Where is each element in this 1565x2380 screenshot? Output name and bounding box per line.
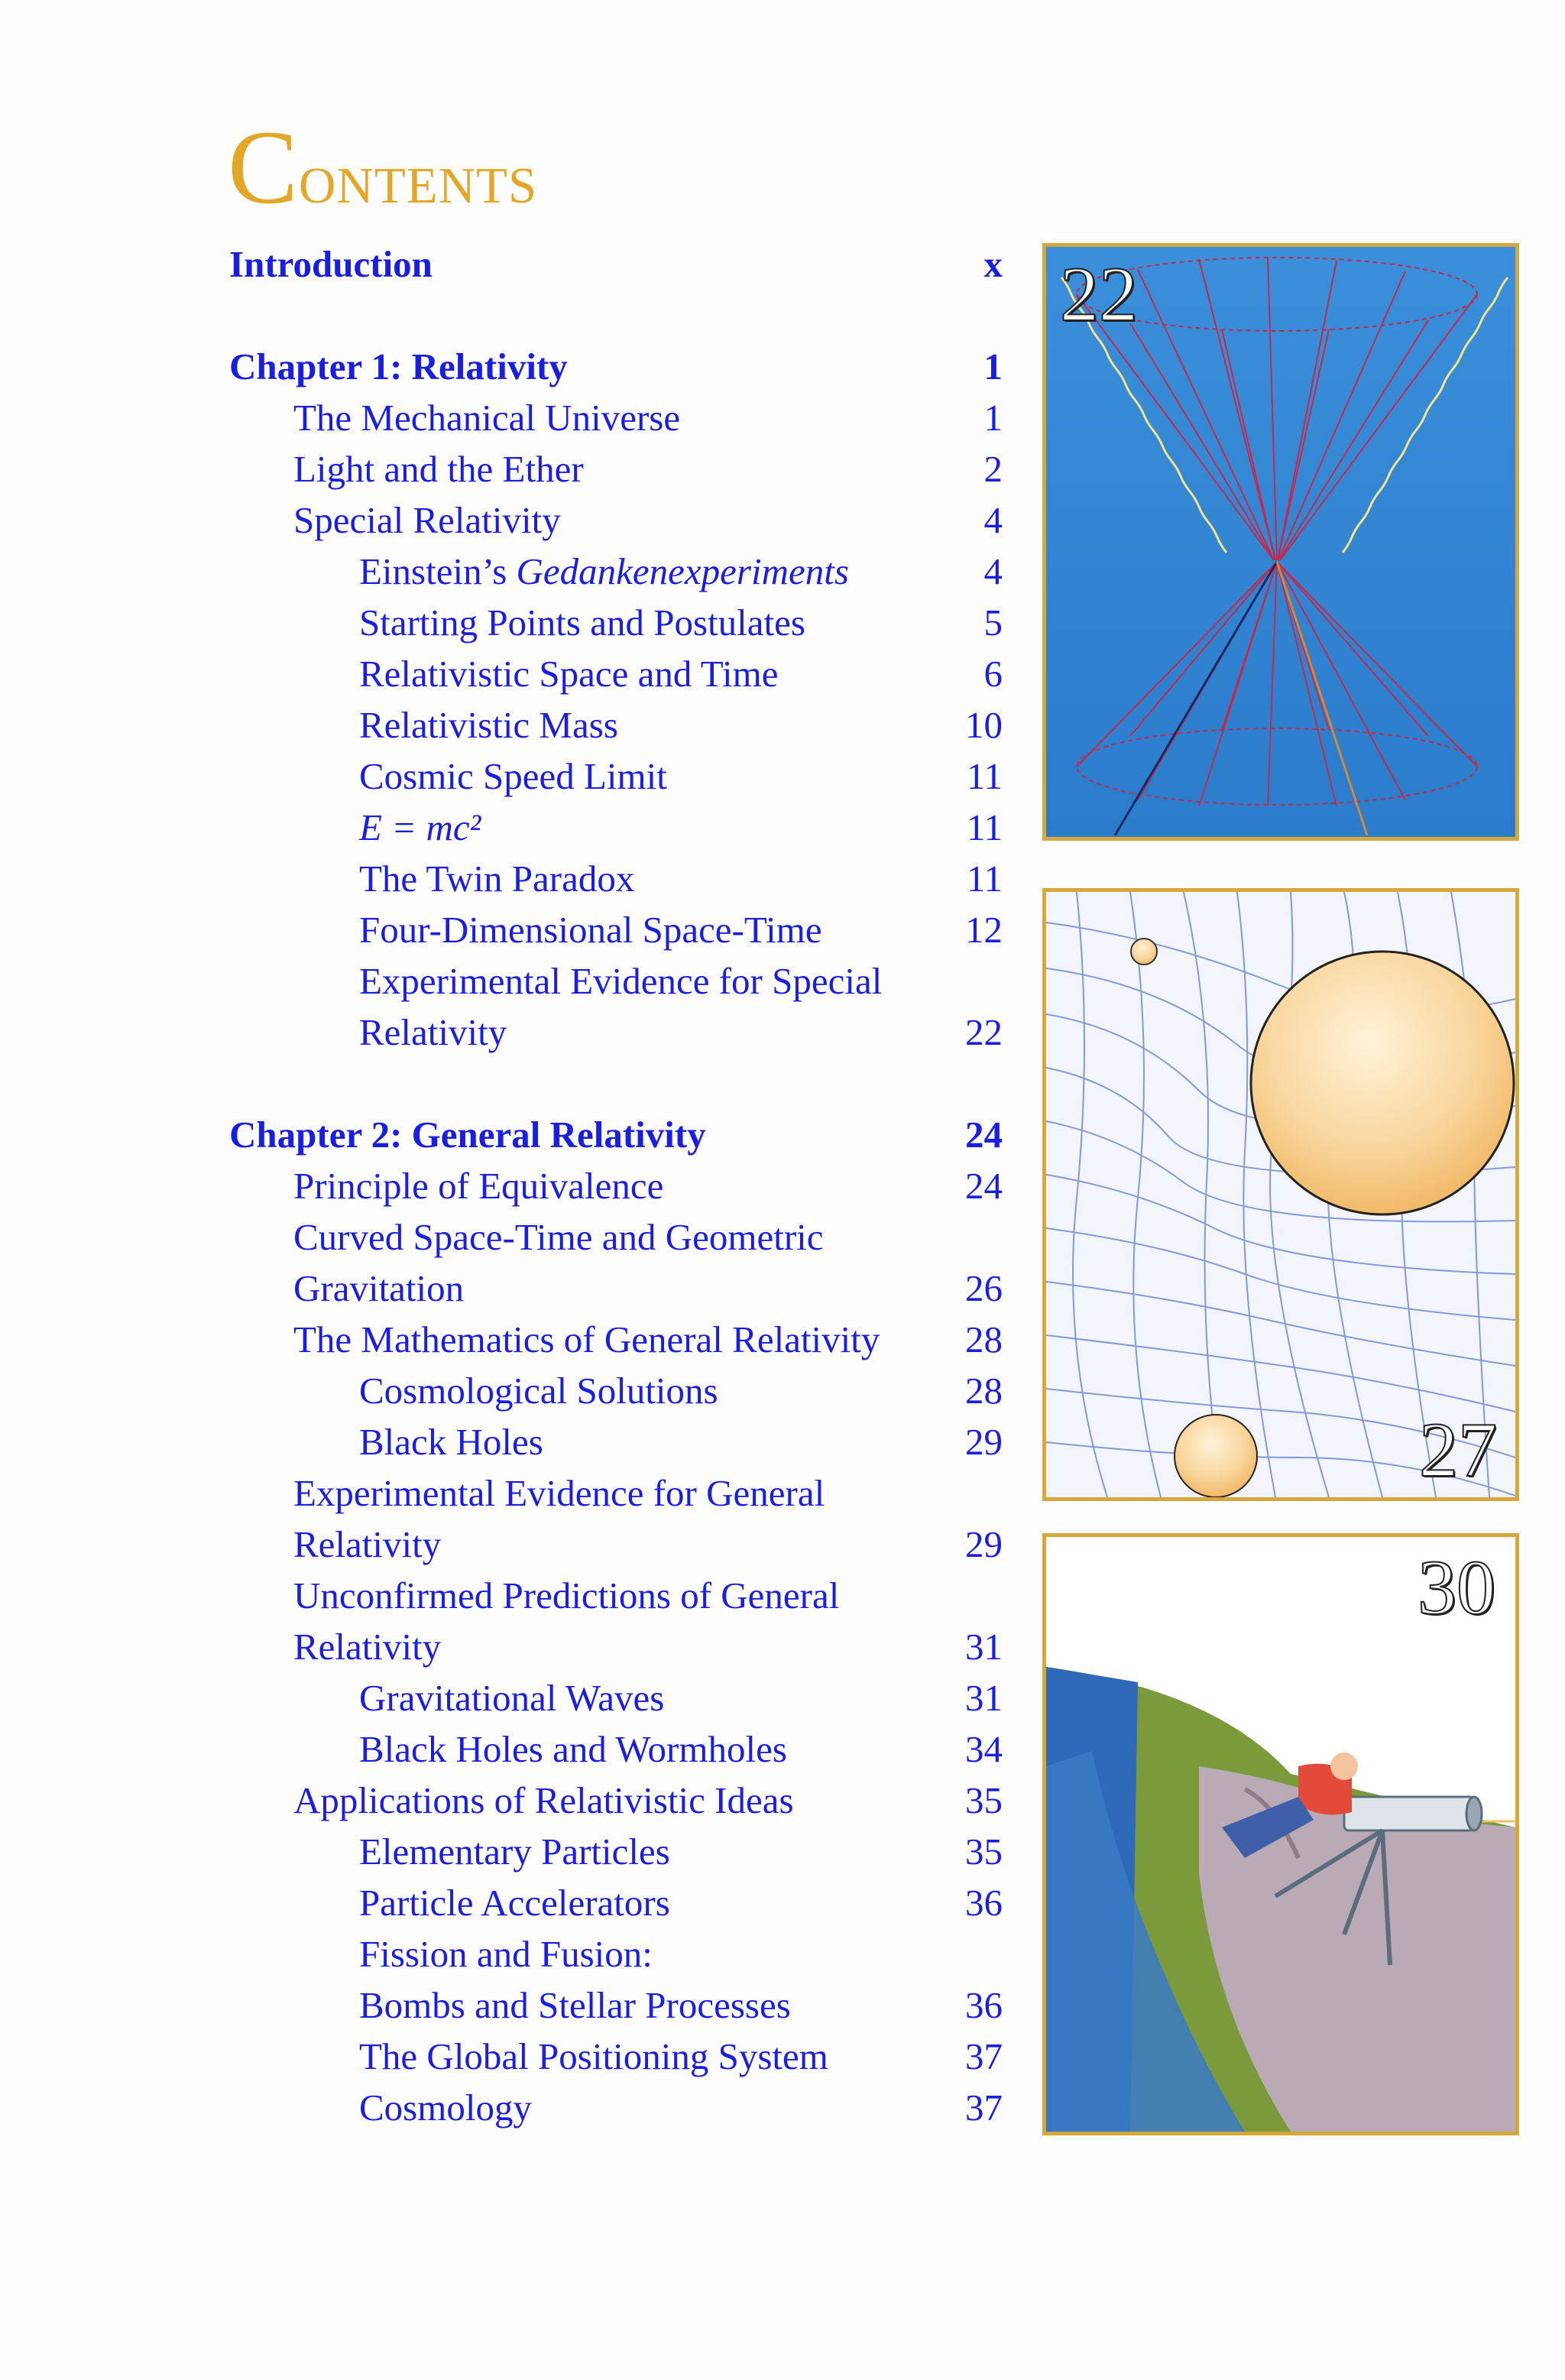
toc-chapter-entry [229, 341, 1003, 392]
toc-page-number: 5 [983, 601, 1003, 644]
toc-entry-title: Special Relativity [293, 499, 561, 541]
toc-entry-title: Light and the Ether [293, 448, 584, 490]
toc-page-number: x [983, 243, 1003, 285]
toc-entry-title: The Mathematics of General Relativity [293, 1318, 880, 1360]
toc-entry [293, 1570, 1003, 1621]
toc-entry [359, 751, 1003, 802]
toc-entry-title: E = mc² [359, 806, 481, 848]
figure-telescope-earth [1042, 1533, 1519, 2135]
toc-entry-title: Four-Dimensional Space-Time [359, 909, 822, 951]
toc-entry [359, 1723, 1003, 1775]
toc-entry-title: Cosmological Solutions [359, 1370, 718, 1412]
toc-entry [293, 1160, 1003, 1211]
toc-page-number: 24 [965, 1165, 1003, 1207]
toc-entry [293, 494, 1003, 546]
toc-entry [359, 1826, 1003, 1877]
figure-light-cone [1042, 243, 1519, 841]
toc-entry-title: Experimental Evidence for Special [359, 960, 883, 1002]
toc-entry [293, 392, 1003, 443]
toc-entry-title: Einstein’s Gedankenexperiments [359, 550, 849, 592]
toc-page-number: 10 [965, 704, 1003, 746]
toc-page-number: 28 [965, 1370, 1003, 1412]
toc-entry-title: Starting Points and Postulates [359, 601, 805, 644]
toc-page-number: 35 [965, 1830, 1003, 1873]
toc-entry-title: Relativity [359, 1011, 507, 1053]
toc-page-number: 35 [965, 1779, 1003, 1821]
toc-entry-title: Relativity [293, 1626, 442, 1668]
toc-entry [359, 1928, 1003, 1980]
toc-page-number: 4 [983, 550, 1003, 592]
toc-entry-title: Relativistic Space and Time [359, 653, 779, 695]
toc-page-number: 31 [965, 1677, 1003, 1719]
toc-entry [359, 1980, 1003, 2031]
toc-entry [359, 546, 1003, 597]
toc-page-number: 11 [966, 806, 1003, 848]
toc-page-number: 36 [965, 1984, 1003, 2026]
toc-entry-title: Particle Accelerators [359, 1882, 670, 1924]
toc-entry-title: Relativity [293, 1523, 442, 1565]
toc-chapter-entry [229, 1109, 1003, 1160]
toc-entry [293, 1519, 1003, 1570]
toc-entry-title: Gravitation [293, 1267, 465, 1309]
toc-page-number: 36 [965, 1882, 1003, 1924]
toc-page-number: 29 [965, 1421, 1003, 1463]
toc-entry [359, 648, 1003, 699]
toc-entry [293, 443, 1003, 494]
toc-entry-title: Bombs and Stellar Processes [359, 1984, 791, 2026]
toc-page-number: 6 [983, 653, 1003, 695]
toc-entry-title: Elementary Particles [359, 1830, 670, 1873]
contents-heading: Contents [228, 109, 538, 225]
toc-page-number: 11 [966, 755, 1003, 797]
toc-entry [359, 1416, 1003, 1467]
toc-entry-title: Gravitational Waves [359, 1677, 665, 1719]
toc-entry [359, 2031, 1003, 2082]
toc-page-number: 4 [983, 499, 1003, 541]
toc-entry [359, 1007, 1003, 1058]
toc-page-number: 11 [966, 858, 1003, 900]
toc-page-number: 22 [965, 1011, 1003, 1053]
toc-entry-title: Chapter 2: General Relativity [229, 1114, 706, 1156]
toc-page-number: 37 [965, 2087, 1003, 2129]
toc-page-number: 1 [983, 397, 1003, 439]
toc-entry [359, 2082, 1003, 2133]
toc-entry-title: Chapter 1: Relativity [229, 345, 568, 387]
toc-entry-title: Relativistic Mass [359, 704, 618, 746]
figure-page-number: 22 [1060, 251, 1138, 338]
toc-entry-title: Black Holes and Wormholes [359, 1728, 787, 1770]
toc-entry-title: Applications of Relativistic Ideas [293, 1779, 794, 1821]
figure-page-number: 27 [1419, 1407, 1497, 1493]
toc-page-number: 2 [983, 448, 1003, 490]
toc-entry-title: Cosmology [359, 2087, 532, 2129]
toc-entry [359, 955, 1003, 1007]
toc-page-number: 37 [965, 2035, 1003, 2077]
toc-entry-title: Principle of Equivalence [293, 1165, 664, 1207]
toc-entry-title: Curved Space-Time and Geometric [293, 1216, 824, 1258]
toc-page-number: 1 [983, 345, 1003, 387]
toc-entry [293, 1467, 1003, 1519]
toc-entry [293, 1314, 1003, 1365]
toc-entry [359, 1877, 1003, 1928]
toc-entry-title: The Twin Paradox [359, 858, 635, 900]
toc-page-number: 29 [965, 1523, 1003, 1565]
toc-entry [359, 1672, 1003, 1723]
toc-page-number: 28 [965, 1318, 1003, 1360]
toc-entry [293, 1211, 1003, 1263]
toc-entry [293, 1775, 1003, 1826]
toc-entry [359, 853, 1003, 904]
toc-entry [359, 1365, 1003, 1416]
toc-page-number: 12 [965, 909, 1003, 951]
toc-page-number: 24 [965, 1114, 1003, 1156]
toc-chapter-entry [229, 238, 1003, 290]
toc-entry [359, 597, 1003, 648]
toc-page-number: 34 [965, 1728, 1003, 1770]
toc-entry-title: Black Holes [359, 1421, 543, 1463]
toc-entry [293, 1621, 1003, 1672]
toc-page-number: 26 [965, 1267, 1003, 1309]
figure-page-number: 30 [1418, 1545, 1495, 1631]
toc-page-number: 31 [965, 1626, 1003, 1668]
toc-entry-title: Experimental Evidence for General [293, 1472, 825, 1514]
toc-entry-title: Unconfirmed Predictions of General [293, 1574, 840, 1616]
toc-entry [359, 699, 1003, 751]
toc-entry-title: The Mechanical Universe [293, 397, 681, 439]
toc-entry-title: The Global Positioning System [359, 2035, 828, 2077]
toc-entry [359, 904, 1003, 955]
toc-entry-title: Introduction [229, 243, 433, 285]
toc-entry [293, 1263, 1003, 1314]
figure-curved-spacetime [1042, 888, 1519, 1501]
toc-entry-title: Cosmic Speed Limit [359, 755, 667, 797]
toc-entry-title: Fission and Fusion: [359, 1933, 653, 1975]
toc-entry [359, 802, 1003, 853]
